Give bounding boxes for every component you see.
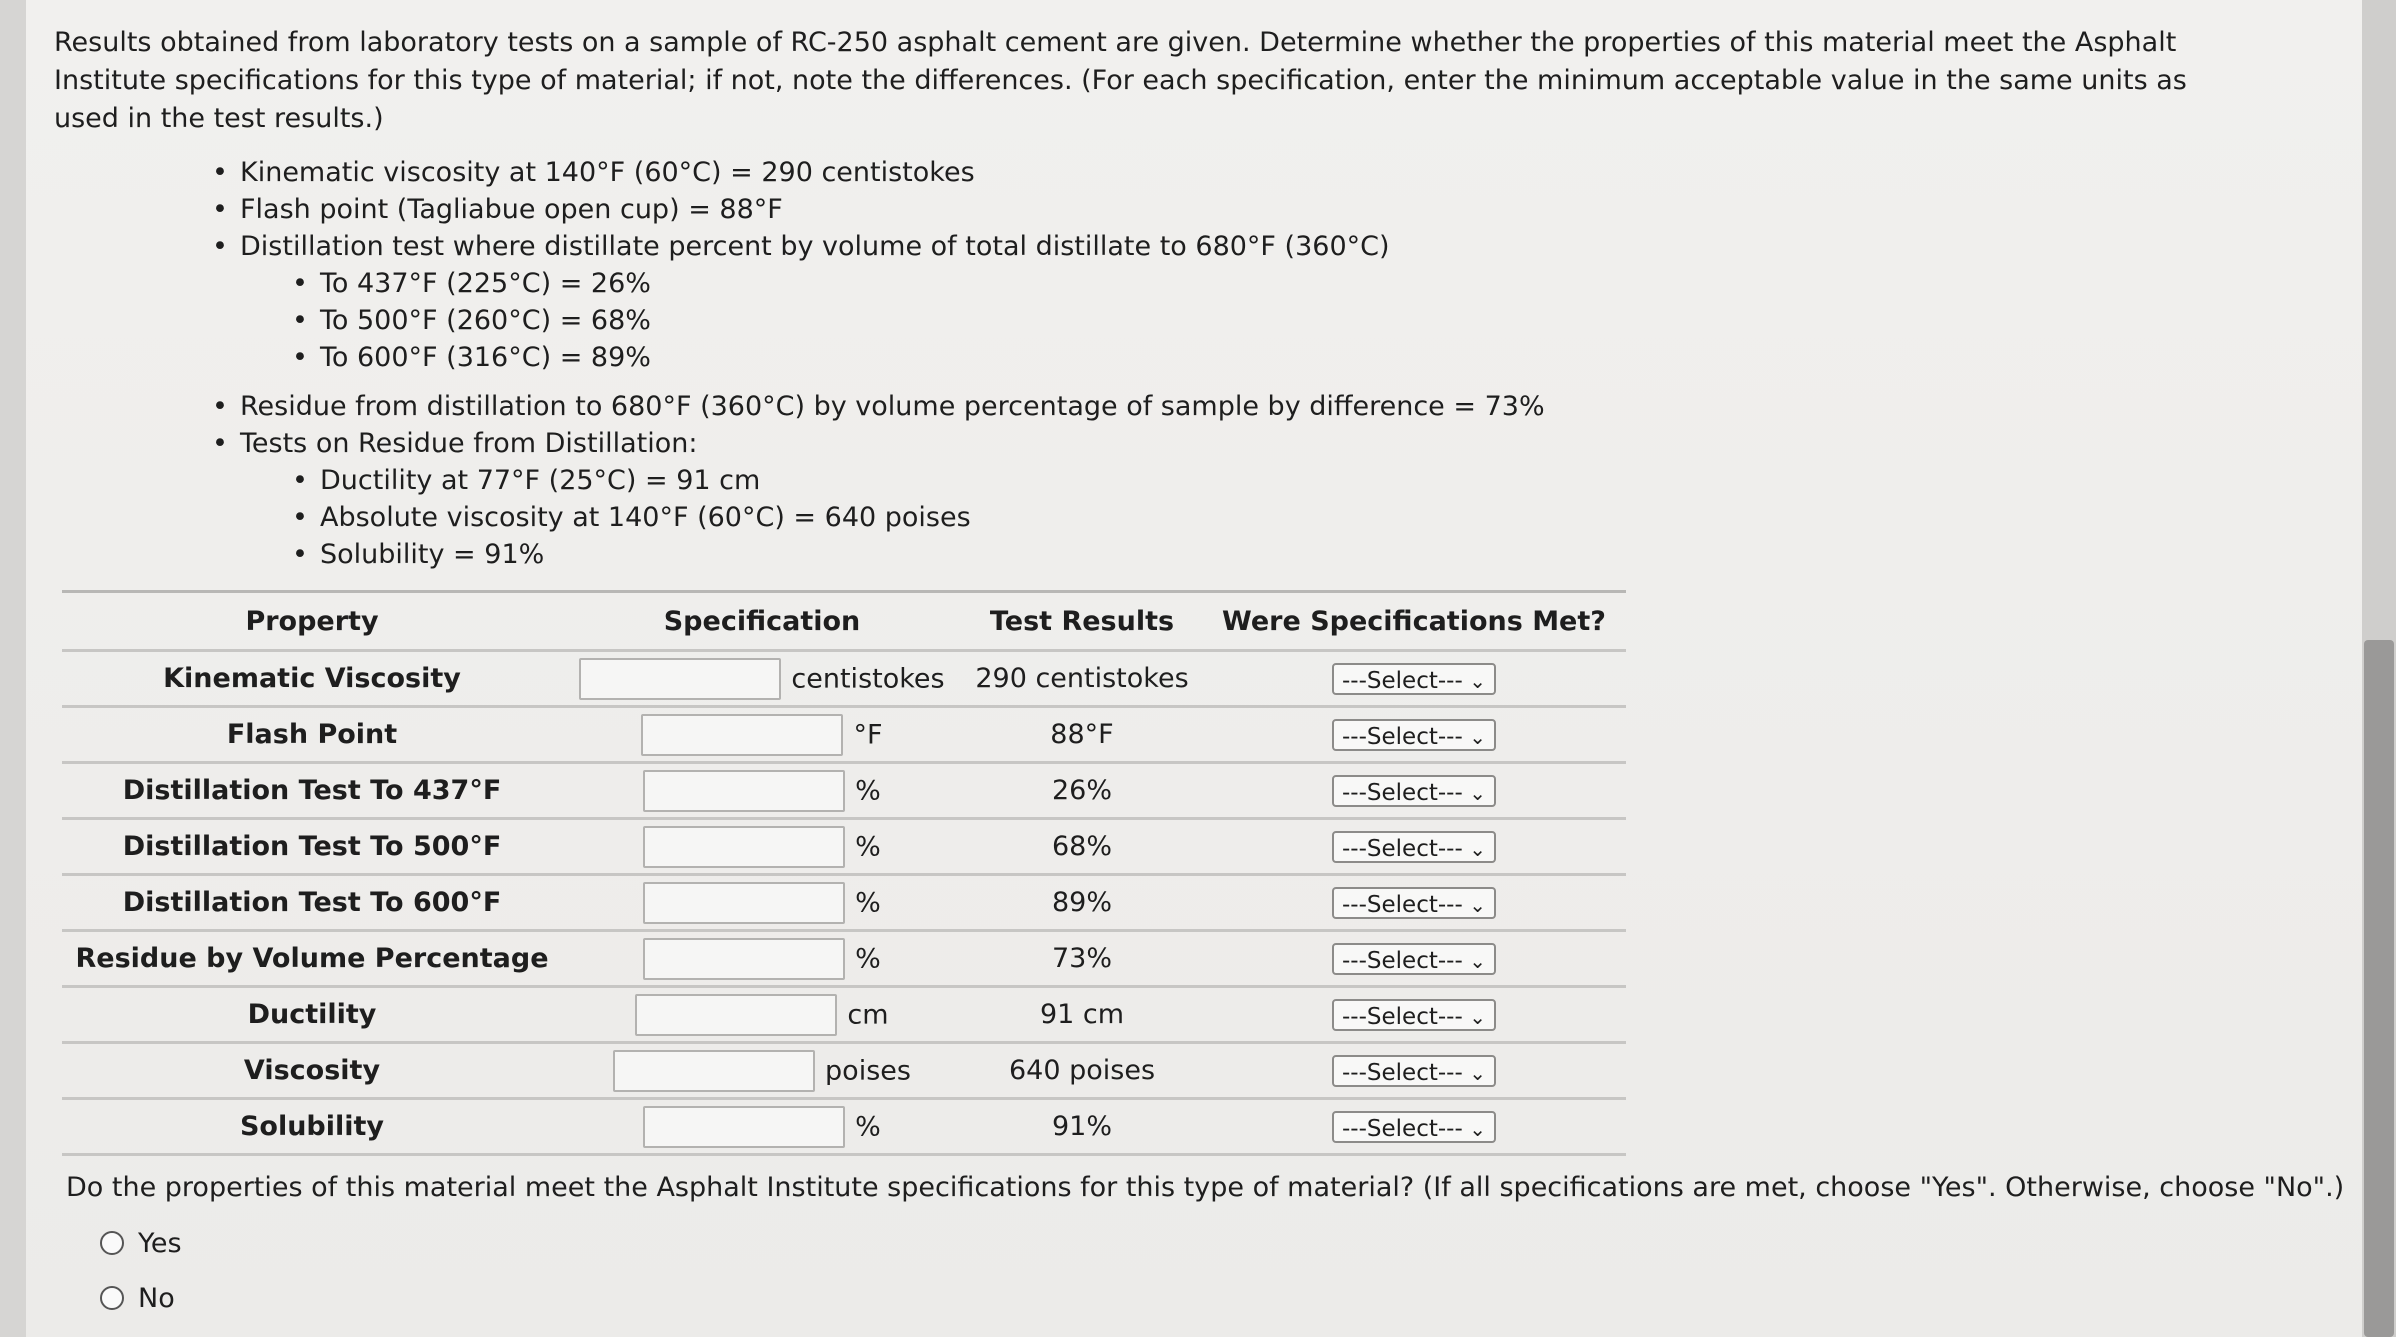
bullet-flash-point: • Flash point (Tagliabue open cup) = 88°F xyxy=(240,191,1545,228)
property-label: Distillation Test To 600°F xyxy=(62,875,562,931)
property-label: Residue by Volume Percentage xyxy=(62,931,562,987)
radio-option-no[interactable] xyxy=(100,1283,175,1314)
specification-table xyxy=(62,590,1626,1156)
bullet-residue: • Residue from distillation to 680°F (360°C) by volume percentage of sample by difference = 73% xyxy=(240,388,1545,425)
bullet-tests-residue: • Tests on Residue from Distillation: xyxy=(240,425,1545,462)
final-question: Do the properties of this material meet the Asphalt Institute specifications for this type of material? (If all specifications are met, choose "Yes". Otherwise, choose "No".) xyxy=(66,1172,2345,1203)
problem-statement: Results obtained from laboratory tests on a sample of RC-250 asphalt cement are given. Determine whether the properties of this material meet the Asphalt Institute specifications for this type of material; if not, note the differences. (For each specification, enter the minimum acceptable value in the same units as used in the test results.) xyxy=(54,27,2187,134)
table-row xyxy=(62,1043,1626,1099)
unit-label: % xyxy=(855,943,881,974)
spec-input-dist-500[interactable] xyxy=(643,826,845,868)
bullet-dist-500: • To 500°F (260°C) = 68% xyxy=(320,302,1545,339)
select-value: ---Select--- xyxy=(1342,1003,1463,1030)
spec-input-dist-600[interactable] xyxy=(643,882,845,924)
bullet-dist-437: • To 437°F (225°C) = 26% xyxy=(320,265,1545,302)
chevron-down-icon: ⌄ xyxy=(1469,1060,1486,1085)
unit-label: poises xyxy=(825,1055,911,1086)
chevron-down-icon: ⌄ xyxy=(1469,836,1486,861)
bullet-ductility: • Ductility at 77°F (25°C) = 91 cm xyxy=(320,462,1545,499)
test-result: 91% xyxy=(962,1099,1202,1155)
table-row xyxy=(62,819,1626,875)
select-value: ---Select--- xyxy=(1342,1115,1463,1142)
test-result: 73% xyxy=(962,931,1202,987)
property-label: Viscosity xyxy=(62,1043,562,1099)
test-result: 290 centistokes xyxy=(962,651,1202,707)
unit-label: % xyxy=(855,1111,881,1142)
test-result: 91 cm xyxy=(962,987,1202,1043)
header-specification: Specification xyxy=(562,592,962,651)
chevron-down-icon: ⌄ xyxy=(1469,1116,1486,1141)
chevron-down-icon: ⌄ xyxy=(1469,892,1486,917)
header-test-results: Test Results xyxy=(962,592,1202,651)
spec-input-kinematic-viscosity[interactable] xyxy=(579,658,781,700)
table-row xyxy=(62,763,1626,819)
unit-label: cm xyxy=(847,999,889,1030)
unit-label: % xyxy=(855,887,881,918)
bullet-absolute-viscosity: • Absolute viscosity at 140°F (60°C) = 640 poises xyxy=(320,499,1545,536)
chevron-down-icon: ⌄ xyxy=(1469,948,1486,973)
spec-input-residue[interactable] xyxy=(643,938,845,980)
select-value: ---Select--- xyxy=(1342,1059,1463,1086)
select-value: ---Select--- xyxy=(1342,891,1463,918)
bullet-solubility: • Solubility = 91% xyxy=(320,536,1545,573)
unit-label: % xyxy=(855,775,881,806)
scrollbar-thumb[interactable] xyxy=(2364,640,2394,1337)
property-label: Kinematic Viscosity xyxy=(62,651,562,707)
unit-label: °F xyxy=(853,719,883,750)
select-value: ---Select--- xyxy=(1342,835,1463,862)
table-row xyxy=(62,651,1626,707)
select-value: ---Select--- xyxy=(1342,947,1463,974)
met-select-ductility[interactable] xyxy=(1332,999,1496,1031)
met-select-kinematic-viscosity[interactable] xyxy=(1332,663,1496,695)
table-row xyxy=(62,1099,1626,1155)
header-specs-met: Were Specifications Met? xyxy=(1202,592,1626,651)
table-header-row xyxy=(62,592,1626,651)
table-row xyxy=(62,875,1626,931)
unit-label: centistokes xyxy=(791,663,945,694)
table-row xyxy=(62,987,1626,1043)
bullet-kinematic-viscosity: • Kinematic viscosity at 140°F (60°C) = 290 centistokes xyxy=(240,154,1545,191)
left-border xyxy=(0,0,26,1337)
spec-input-ductility[interactable] xyxy=(635,994,837,1036)
chevron-down-icon: ⌄ xyxy=(1469,1004,1486,1029)
select-value: ---Select--- xyxy=(1342,667,1463,694)
property-label: Flash Point xyxy=(62,707,562,763)
radio-label-no: No xyxy=(138,1283,175,1314)
met-select-flash-point[interactable] xyxy=(1332,719,1496,751)
select-value: ---Select--- xyxy=(1342,723,1463,750)
radio-label-yes: Yes xyxy=(138,1228,182,1259)
test-result: 640 poises xyxy=(962,1043,1202,1099)
table-row xyxy=(62,931,1626,987)
header-property: Property xyxy=(62,592,562,651)
spec-input-flash-point[interactable] xyxy=(641,714,843,756)
test-result: 89% xyxy=(962,875,1202,931)
spec-input-solubility[interactable] xyxy=(643,1106,845,1148)
radio-option-yes[interactable] xyxy=(100,1228,182,1259)
met-select-dist-500[interactable] xyxy=(1332,831,1496,863)
property-label: Distillation Test To 437°F xyxy=(62,763,562,819)
unit-label: % xyxy=(855,831,881,862)
met-select-dist-437[interactable] xyxy=(1332,775,1496,807)
test-result: 68% xyxy=(962,819,1202,875)
met-select-viscosity[interactable] xyxy=(1332,1055,1496,1087)
met-select-residue[interactable] xyxy=(1332,943,1496,975)
chevron-down-icon: ⌄ xyxy=(1469,724,1486,749)
radio-circle-icon[interactable] xyxy=(100,1286,124,1310)
spec-input-dist-437[interactable] xyxy=(643,770,845,812)
table-row xyxy=(62,707,1626,763)
bullet-dist-600: • To 600°F (316°C) = 89% xyxy=(320,339,1545,376)
chevron-down-icon: ⌄ xyxy=(1469,668,1486,693)
test-result: 26% xyxy=(962,763,1202,819)
property-label: Ductility xyxy=(62,987,562,1043)
property-label: Solubility xyxy=(62,1099,562,1155)
test-results-list xyxy=(240,154,1545,573)
radio-circle-icon[interactable] xyxy=(100,1231,124,1255)
met-select-dist-600[interactable] xyxy=(1332,887,1496,919)
bullet-distillation: • Distillation test where distillate percent by volume of total distillate to 680°F (360°C) xyxy=(240,228,1545,265)
spec-input-viscosity[interactable] xyxy=(613,1050,815,1092)
met-select-solubility[interactable] xyxy=(1332,1111,1496,1143)
chevron-down-icon: ⌄ xyxy=(1469,780,1486,805)
select-value: ---Select--- xyxy=(1342,779,1463,806)
test-result: 88°F xyxy=(962,707,1202,763)
property-label: Distillation Test To 500°F xyxy=(62,819,562,875)
